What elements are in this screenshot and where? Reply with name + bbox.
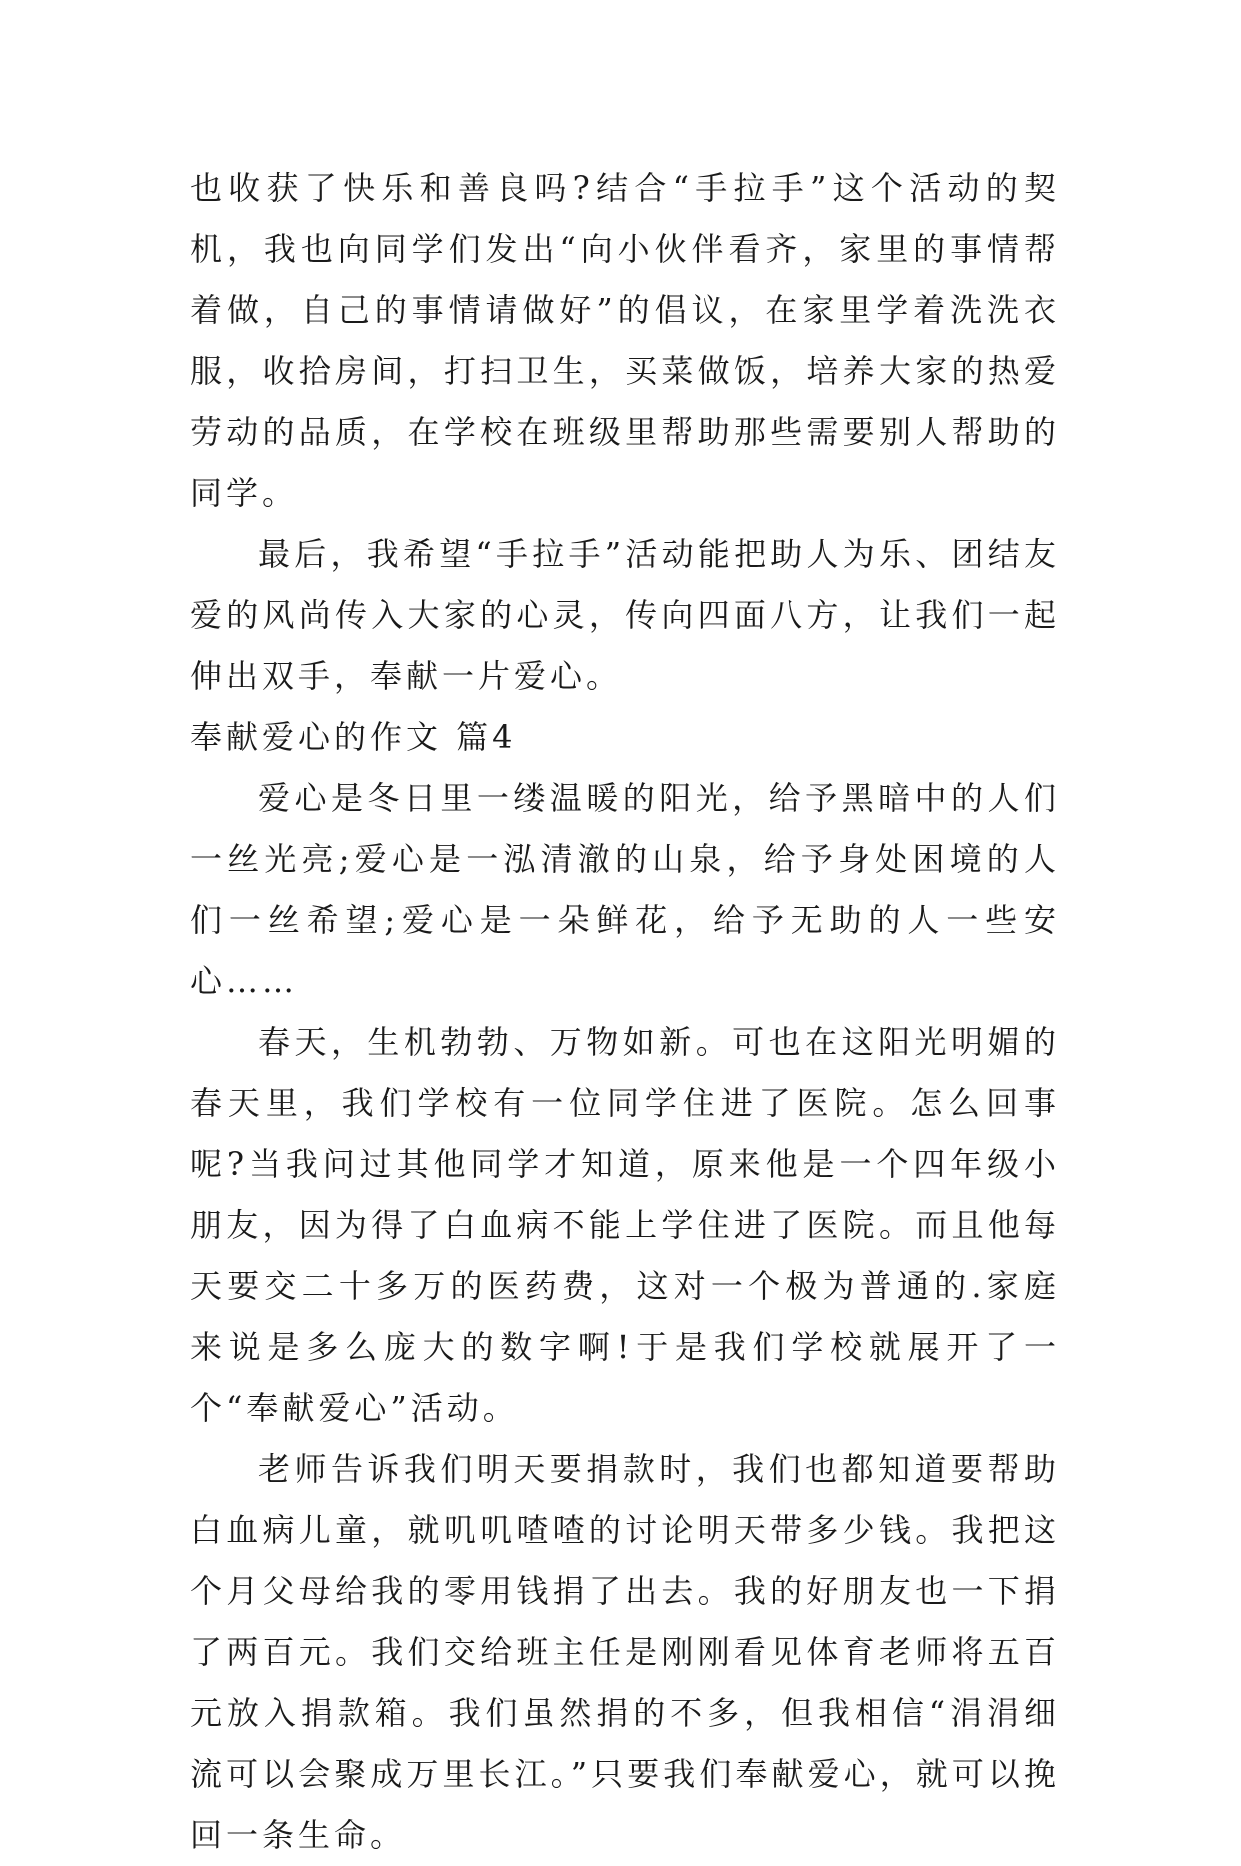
paragraph-intro: 爱心是冬日里一缕温暖的阳光，给予黑暗中的人们一丝光亮;爱心是一泓清澈的山泉，给予身处困境的人们一丝希望;爱心是一朵鲜花，给予无助的人一些安心…… <box>190 779 1060 1000</box>
paragraph-spring: 春天，生机勃勃、万物如新。可也在这阳光明媚的春天里，我们学校有一位同学住进了医院。怎么回事呢?当我问过其他同学才知道，原来他是一个四年级小朋友，因为得了白血病不能上学住进了医院。而且他每天要交二十多万的医药费，这对一个极为普通的.家庭来说是多么庞大的数字啊!于是我们学校就展开了一个“奉献爱心”活动。 <box>190 1023 1060 1427</box>
paragraph-closing: 最后，我希望“手拉手”活动能把助人为乐、团结友爱的风尚传入大家的心灵，传向四面八方，让我们一起伸出双手，奉献一片爱心。 <box>190 535 1060 695</box>
paragraph-continuation: 也收获了快乐和善良吗?结合“手拉手”这个活动的契机，我也向同学们发出“向小伙伴看齐，家里的事情帮着做，自己的事情请做好”的倡议，在家里学着洗洗衣服，收拾房间，打扫卫生，买菜做饭，培养大家的热爱劳动的品质，在学校在班级里帮助那些需要别人帮助的同学。 <box>190 169 1060 512</box>
section-heading: 奉献爱心的作文 篇4 <box>190 718 517 756</box>
document-body <box>190 158 1060 1866</box>
paragraph-donation: 老师告诉我们明天要捐款时，我们也都知道要帮助白血病儿童，就叽叽喳喳的讨论明天带多少钱。我把这个月父母给我的零用钱捐了出去。我的好朋友也一下捐了两百元。我们交给班主任是刚刚看见体育老师将五百元放入捐款箱。我们虽然捐的不多，但我相信“涓涓细流可以会聚成万里长江。”只要我们奉献爱心，就可以挽回一条生命。 <box>190 1450 1060 1854</box>
